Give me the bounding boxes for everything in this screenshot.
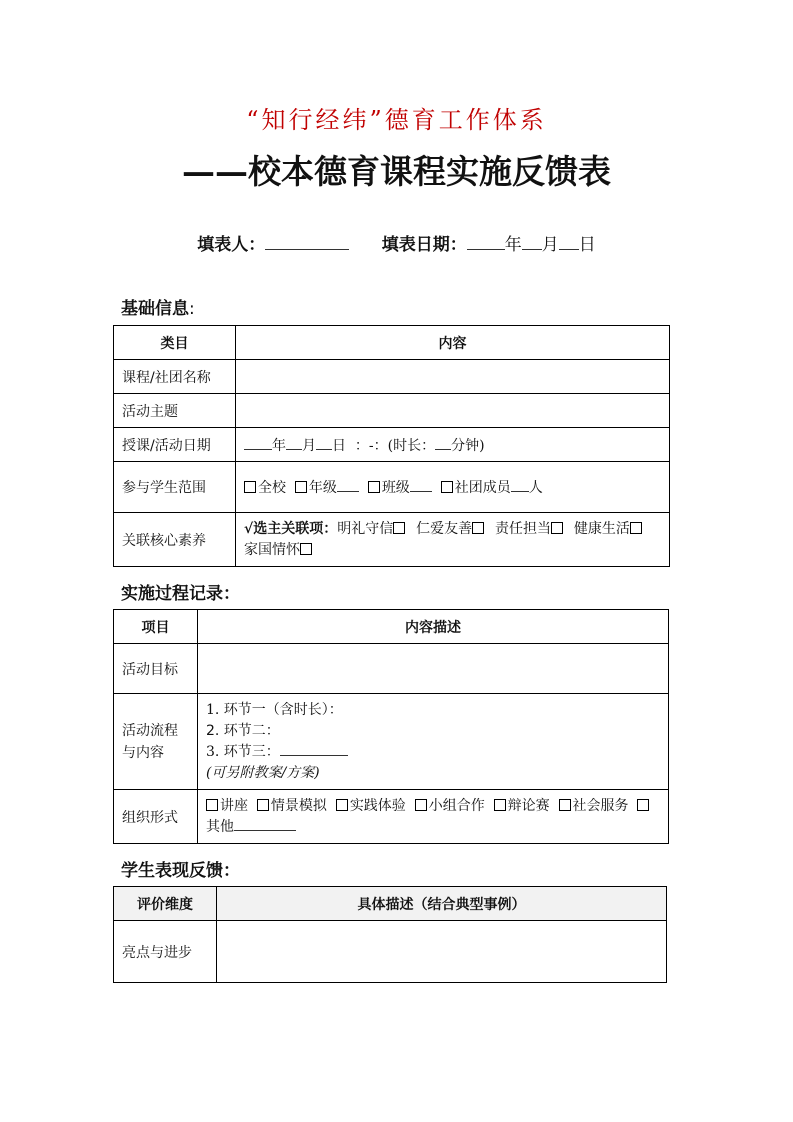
row-date: 授课/活动日期 [114,428,236,462]
section-feedback: 学生表现反馈： [121,861,240,881]
scope-options: 全校 年级 班级 社团成员 人 [236,462,670,513]
filler-label: 填表人： [197,235,266,255]
col-detail: 具体描述（结合典型事例） [217,887,667,921]
literacy-checkbox-1[interactable] [393,522,405,534]
row-course-name: 课程/社团名称 [114,360,236,394]
feedback-table [113,886,667,983]
col-content: 内容 [236,326,670,360]
form-checkbox-1[interactable] [206,799,218,811]
form-checkbox-7[interactable] [637,799,649,811]
page-title: ——校本德育课程实施反馈表 [182,152,611,191]
row-highlight: 亮点与进步 [114,921,217,983]
whole-school-checkbox[interactable] [244,481,256,493]
row-literacy: 关联核心素养 [114,513,236,567]
literacy-checkbox-2[interactable] [472,522,484,534]
row-theme: 活动主题 [114,394,236,428]
course-name-input[interactable] [236,360,670,394]
process-table [113,609,669,844]
literacy-checkbox-3[interactable] [551,522,563,534]
theme-input[interactable] [236,394,670,428]
form-checkbox-4[interactable] [415,799,427,811]
col-category: 类目 [114,326,236,360]
form-checkbox-2[interactable] [257,799,269,811]
series-title: “知行经纬”德育工作体系 [246,106,547,134]
col-item: 项目 [114,610,198,644]
filler-info-line [0,230,793,255]
class-checkbox[interactable] [368,481,380,493]
row-scope: 参与学生范围 [114,462,236,513]
literacy-options: √选主关联项：明礼守信 仁爱友善 责任担当 健康生活 家国情怀 [236,513,670,567]
day-label: 日 [578,235,596,255]
form-options: 讲座 情景模拟 实践体验 小组合作 辩论赛 社会服务 其他 [198,790,669,844]
day-blank[interactable] [559,235,579,250]
club-checkbox[interactable] [441,481,453,493]
row-flow: 活动流程与内容 [114,694,198,790]
year-blank[interactable] [467,235,505,250]
date-input[interactable]: 年 月 日 ：-：(时长： 分钟) [236,428,670,462]
filler-blank[interactable] [265,235,349,250]
year-label: 年 [504,235,522,255]
form-checkbox-6[interactable] [559,799,571,811]
grade-checkbox[interactable] [295,481,307,493]
month-blank[interactable] [522,235,542,250]
basic-info-table [113,325,670,567]
col-description: 内容描述 [198,610,669,644]
highlight-input[interactable] [217,921,667,983]
literacy-checkbox-4[interactable] [630,522,642,534]
section-basic-info: 基础信息: [121,299,195,319]
row-form: 组织形式 [114,790,198,844]
form-checkbox-3[interactable] [336,799,348,811]
literacy-checkbox-5[interactable] [300,543,312,555]
date-label: 填表日期： [381,235,467,255]
section-process: 实施过程记录： [121,584,240,604]
col-dimension: 评价维度 [114,887,217,921]
row-goal: 活动目标 [114,644,198,694]
month-label: 月 [541,235,559,255]
goal-input[interactable] [198,644,669,694]
form-checkbox-5[interactable] [494,799,506,811]
flow-input[interactable]: 1. 环节一（含时长）： 2. 环节二： 3. 环节三： (可另附教案/方案) [198,694,669,790]
